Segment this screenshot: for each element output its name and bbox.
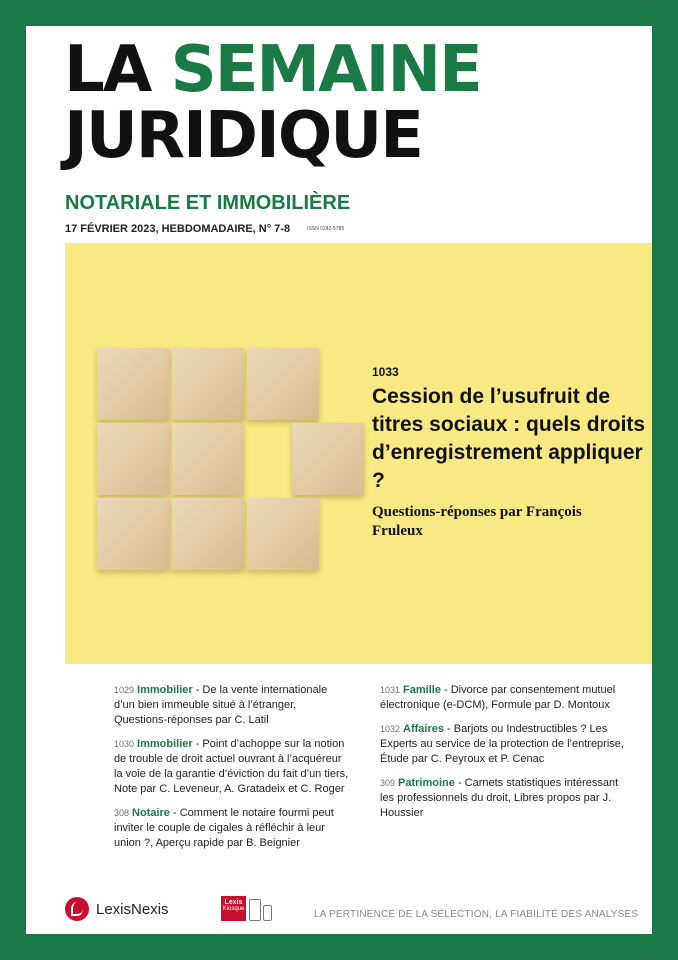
masthead-semaine: SEMAINE: [170, 33, 481, 107]
feature-title[interactable]: Cession de l’usufruit de titres sociaux : quels droits d’enregistrement appliquer ?: [372, 385, 646, 492]
wooden-block: [97, 348, 169, 420]
lexisnexis-mark-icon: [65, 897, 89, 921]
contents-item-number: 1031: [380, 685, 401, 695]
contents-item[interactable]: [114, 806, 350, 851]
contents-item-category: Immobilier: [137, 738, 193, 750]
issue-date: 17 FÉVRIER 2023, HEBDOMADAIRE, N° 7-8: [65, 223, 291, 235]
contents-item-category: Famille: [403, 684, 441, 696]
lexis-kiosque-badge[interactable]: [221, 896, 272, 921]
wooden-block: [97, 423, 169, 495]
masthead-juridique: JURIDIQUE: [64, 99, 422, 173]
contents-item-text: - Barjots ou Indestructibles ? Les Experts au service de la protection de l’entreprise, Étude par C. Peyroux et P. Cenac: [380, 723, 624, 765]
contents-item[interactable]: [380, 683, 630, 713]
feature-panel[interactable]: [65, 243, 652, 664]
contents-item-number: 1030: [114, 739, 135, 749]
publisher-name: LexisNexis: [96, 900, 169, 918]
wooden-block: [97, 498, 169, 570]
wooden-block: [247, 348, 319, 420]
green-frame-left: [0, 0, 26, 960]
green-frame-right: [652, 0, 678, 960]
kiosque-label: Kiosque: [222, 906, 245, 912]
contents-item-number: 308: [114, 808, 130, 818]
contents-item-number: 1029: [114, 685, 135, 695]
tablet-icon: [249, 899, 261, 921]
footer-tagline: LA PERTINENCE DE LA SÉLECTION, LA FIABILITÉ DES ANALYSES: [314, 909, 639, 920]
wooden-block: [247, 498, 319, 570]
masthead-subtitle: NOTARIALE ET IMMOBILIÈRE: [65, 192, 351, 214]
contents-item-category: Immobilier: [137, 684, 193, 696]
contents-right-column: [380, 683, 630, 830]
wooden-block-displaced: [292, 423, 364, 495]
kiosque-logo: [221, 896, 246, 921]
wooden-block: [172, 348, 244, 420]
wooden-blocks-image: [97, 348, 367, 578]
wooden-block: [172, 498, 244, 570]
masthead-la: LA: [64, 33, 151, 107]
contents-item[interactable]: [380, 722, 630, 767]
green-frame-top: [0, 0, 678, 26]
phone-icon: [263, 905, 272, 921]
contents-item[interactable]: [114, 737, 350, 797]
contents-item[interactable]: [114, 683, 350, 728]
issue-dateline: [65, 223, 344, 235]
green-frame-bottom: [0, 934, 678, 960]
contents-item[interactable]: [380, 776, 630, 821]
contents-item-number: 309: [380, 778, 396, 788]
wooden-block: [172, 423, 244, 495]
feature-byline: Questions-réponses par François Fruleux: [372, 504, 582, 539]
contents-item-number: 1032: [380, 724, 401, 734]
contents-item-text: - Comment le notaire fourmi peut inviter le couple de cigales à réfléchir à leur union ?, Aperçu rapide par B. Beignier: [114, 807, 334, 849]
contents-item-category: Affaires: [403, 723, 444, 735]
issn: ISSN 0242-5785: [307, 226, 345, 233]
lexisnexis-logo[interactable]: [65, 896, 169, 922]
contents-item-category: Patrimoine: [398, 777, 455, 789]
kiosque-brand: Lexis: [224, 899, 243, 906]
feature-number: 1033: [372, 365, 399, 379]
contents-item-text: - De la vente internationale d’un bien immeuble situé à l’étranger, Questions-réponses par C. Latil: [114, 684, 328, 726]
masthead-line-1: [64, 33, 481, 107]
contents-item-text: - Carnets statistiques intéressant les professionnels du droit, Libres propos par J. Houssier: [380, 777, 619, 819]
contents-item-text: - Point d’achoppe sur la notion de trouble de droit actuel ouvrant à l’acquéreur la voie de la garantie d’éviction du fait d’un tiers, Note par C. Leveneur, A. Gratadeix et C. Roger: [114, 738, 349, 795]
contents-left-column: [114, 683, 350, 860]
contents-item-text: - Divorce par consentement mutuel électronique (e-DCM), Formule par D. Montoux: [380, 684, 616, 711]
contents-item-category: Notaire: [132, 807, 170, 819]
